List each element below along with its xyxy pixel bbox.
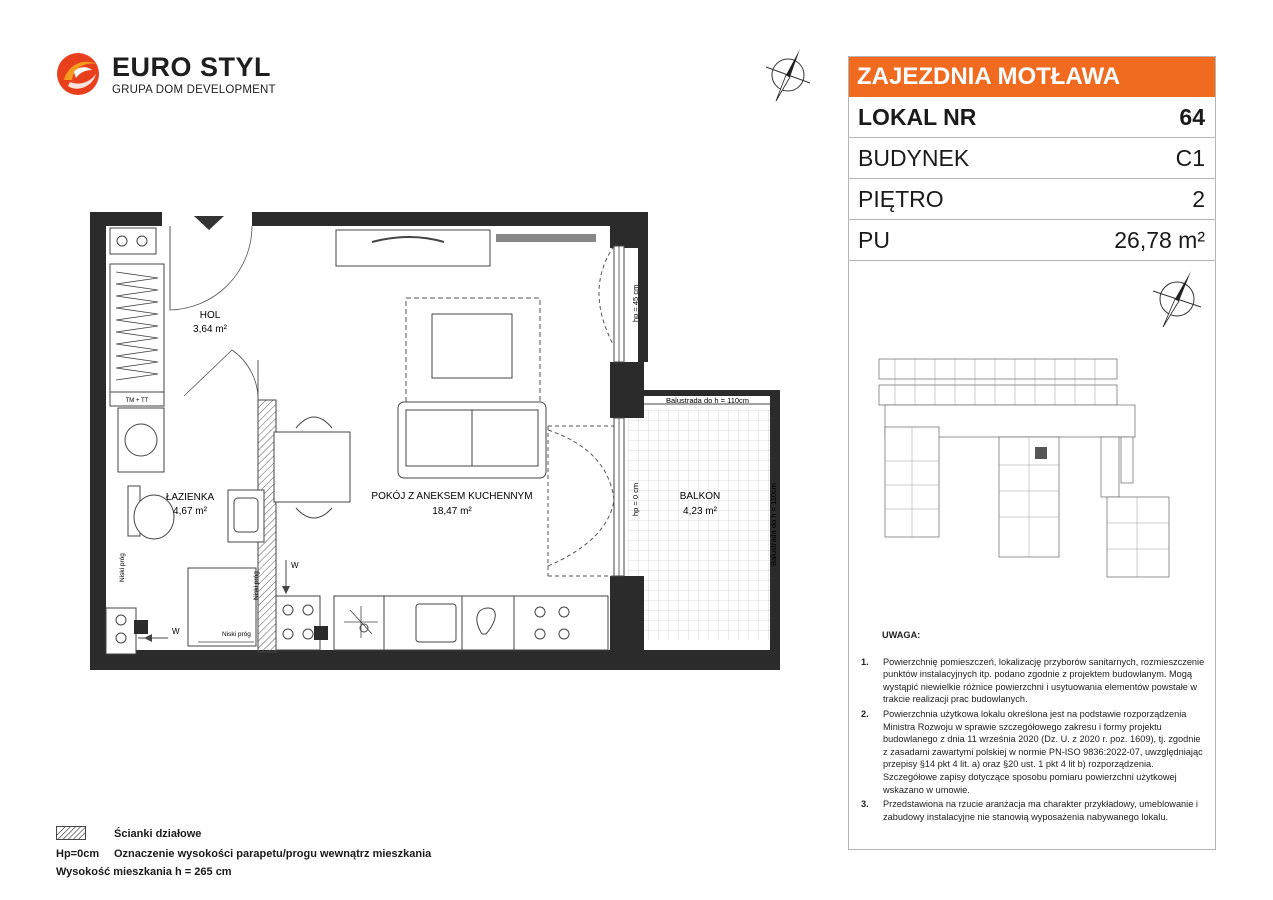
room-area-balkon: 4,23 m² (683, 506, 717, 517)
coffee-table (432, 314, 512, 378)
hatch-swatch-icon (56, 826, 86, 840)
dining-table (274, 432, 350, 502)
row-value: C1 (1175, 144, 1205, 171)
radiator (496, 234, 596, 242)
w-label-1: W (172, 627, 180, 636)
balustrade-top-label: Balustrada do h = 110cm (666, 396, 750, 405)
legend-partition: Ścianki działowe (114, 828, 202, 840)
row-label: LOKAL NR (858, 103, 977, 130)
note-item: 1. Powierzchnię pomieszczeń, lokalizację przyborów sanitarnych, rozmieszczenie punktów instalacyjnych itp. podano zgodnie z projektem budowlanym. Mogą wystąpić niewielkie różnice powierzchni i usytuowania elementów powstałe w trakcie realizacji prac budowlanych. (861, 656, 1205, 705)
niski-prog-label-2: Niski próg (253, 571, 260, 600)
row-label: PU (858, 226, 890, 253)
legend-hp-text: Oznaczenie wysokości parapetu/progu wewnątrz mieszkania (114, 848, 432, 860)
room-area-pokoj: 18,47 m² (432, 506, 472, 517)
wardrobe (110, 264, 164, 392)
note-item: 3. Przedstawiona na rzucie aranżacja ma charakter przykładowy, umeblowanie i zabudowy instalacyjne nie stanowią wyposażenia nabywanego lokalu. (861, 799, 1198, 822)
legend-hp-key: Hp=0cm (56, 848, 100, 860)
row-value: 64 (1179, 103, 1205, 130)
info-panel (848, 56, 1216, 850)
wall-pillar (610, 362, 644, 418)
niski-prog-label-1: Niski próg (119, 553, 126, 582)
wall-top (252, 212, 646, 226)
euro-styl-logo-icon (54, 50, 104, 100)
hp0-label: hp = 0 cm (631, 482, 640, 516)
row-value: 26,78 m² (1114, 226, 1205, 253)
room-name-lazienka: ŁAZIENKA (165, 492, 215, 503)
wall-pillar-lower (610, 576, 644, 670)
legend (56, 826, 556, 886)
notes (859, 629, 1205, 825)
wall-top-left (90, 212, 162, 226)
w-label-2: W (291, 561, 299, 570)
building-site-plan (875, 351, 1187, 587)
balustrade-side-label: Balustrada do h = 110cm (769, 482, 778, 566)
row-pu (849, 220, 1215, 261)
room-area-lazienka: 4,67 m² (173, 506, 207, 517)
balcony-floor (628, 410, 770, 640)
row-value: 2 (1192, 185, 1205, 212)
niski-prog-label-3: Niski próg (222, 631, 251, 638)
row-budynek (849, 138, 1215, 179)
room-name-balkon: BALKON (679, 491, 721, 502)
notes-title: UWAGA: (882, 630, 921, 640)
kitchen-counter (334, 596, 608, 650)
entrance-marker-icon (194, 216, 224, 230)
row-label: PIĘTRO (858, 185, 944, 212)
highlighted-unit (1035, 447, 1047, 459)
row-lokal (849, 97, 1215, 138)
hp45-label: hp = 45 cm (631, 284, 640, 322)
wall-bottom (90, 650, 780, 670)
tm-tt-label: TM + TT (125, 398, 149, 404)
wall-left (90, 212, 106, 670)
note-item: 2. Powierzchnia użytkowa lokalu określona jest na podstawie rozporządzenia Ministra Rozwoju w sprawie szczegółowego zakresu i formy projektu budowlanego z dnia 11 września 2020 (Dz. U. z 2020 r. poz. 1609), tj. zgodnie z zasadami zawartymi polskiej w normie PN-ISO 9836:2022-07, uwzględniając przepisy §14 pkt 4 lit. a) oraz §20 ust. 1 pkt 4 lit b) rozporządzenia. Szczegółowe zapisy dotyczące sposobu pomiaru powierzchni użytkowej wskazano w umowie. (861, 708, 1203, 795)
north-arrow-icon (762, 47, 814, 103)
logo-name: EURO STYL (112, 52, 272, 82)
legend-height: Wysokość mieszkania h = 265 cm (56, 866, 232, 878)
room-area-hol: 3,64 m² (193, 324, 227, 335)
logo-subtitle: GRUPA DOM DEVELOPMENT (112, 84, 276, 96)
row-label: BUDYNEK (858, 144, 970, 171)
row-pietro (849, 179, 1215, 220)
logo (54, 50, 284, 102)
north-arrow-icon (1149, 269, 1205, 329)
room-name-hol: HOL (199, 310, 221, 321)
room-name-pokoj: POKÓJ Z ANEKSEM KUCHENNYM (371, 491, 533, 502)
project-name: ZAJEZDNIA MOTŁAWA (849, 57, 1215, 97)
tv-cabinet (336, 230, 490, 266)
floor-plan (88, 210, 788, 680)
